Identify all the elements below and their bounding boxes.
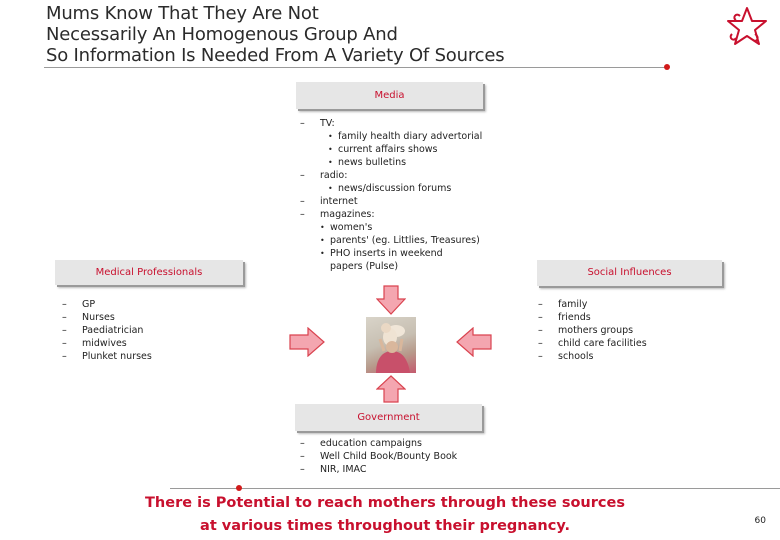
arrow-left-icon [456, 327, 492, 357]
title-line-1: Mums Know That They Are Not [46, 3, 319, 24]
medical-label: Medical Professionals [95, 267, 203, 278]
footer-rule-dot-icon [236, 485, 242, 491]
list-item: • news/discussion forums [328, 182, 482, 195]
magazines-label: magazines: [320, 209, 375, 220]
mother-baby-illustration-icon [366, 317, 416, 373]
list-item: • women's [320, 221, 482, 234]
list-item [300, 117, 482, 169]
medical-box [55, 260, 243, 285]
arrow-right-icon [289, 327, 325, 357]
arrow-down-icon [376, 285, 406, 315]
radio-label: radio: [320, 170, 348, 181]
list-item: – mothers groups [538, 324, 647, 337]
tv-label: TV: [320, 118, 335, 129]
list-item: – Nurses [62, 311, 152, 324]
list-item: – education campaigns [300, 437, 457, 450]
media-box [296, 82, 483, 109]
list-item: – child care facilities [538, 337, 647, 350]
government-box [295, 404, 482, 431]
list-item: – NIR, IMAC [300, 463, 457, 476]
list-item: – Paediatrician [62, 324, 152, 337]
list-item: – internet [300, 195, 482, 208]
social-box [537, 260, 722, 286]
list-item [300, 208, 482, 273]
list-item: – Well Child Book/Bounty Book [300, 450, 457, 463]
radio-sublist [328, 182, 482, 195]
list-item: – family [538, 298, 647, 311]
media-list [300, 117, 482, 273]
list-item [300, 169, 482, 195]
list-item [320, 260, 482, 273]
list-item: – midwives [62, 337, 152, 350]
list-item: • parents' (eg. Littlies, Treasures) [320, 234, 482, 247]
media-label: Media [374, 90, 405, 101]
arrow-up-icon [376, 375, 406, 403]
government-list [300, 437, 457, 476]
magazines-sublist [320, 221, 482, 273]
list-item: – Plunket nurses [62, 350, 152, 363]
title-line-2: Necessarily An Homogenous Group And [46, 24, 398, 45]
magazine-continuation: papers (Pulse) [330, 261, 399, 272]
list-item: • news bulletins [328, 156, 482, 169]
medical-list [62, 298, 152, 363]
title-line-3: So Information Is Needed From A Variety Of Sources [46, 45, 505, 66]
list-item: – GP [62, 298, 152, 311]
social-list [538, 298, 647, 363]
list-item: – schools [538, 350, 647, 363]
list-item: • current affairs shows [328, 143, 482, 156]
title-rule [44, 67, 668, 68]
page-number: 60 [754, 516, 766, 526]
list-item: – friends [538, 311, 647, 324]
puzzle-star-logo-icon [722, 4, 772, 54]
rule-dot-icon [664, 64, 670, 70]
list-item: • PHO inserts in weekend [320, 247, 482, 260]
social-label: Social Influences [587, 267, 672, 278]
footer-rule [170, 488, 780, 489]
government-label: Government [357, 412, 420, 423]
list-item: • family health diary advertorial [328, 130, 482, 143]
mother-baby-photo [366, 317, 416, 373]
tv-sublist [328, 130, 482, 169]
footer-line-1: There is Potential to reach mothers through these sources [145, 495, 625, 511]
footer-line-2: at various times throughout their pregnancy. [200, 518, 570, 534]
